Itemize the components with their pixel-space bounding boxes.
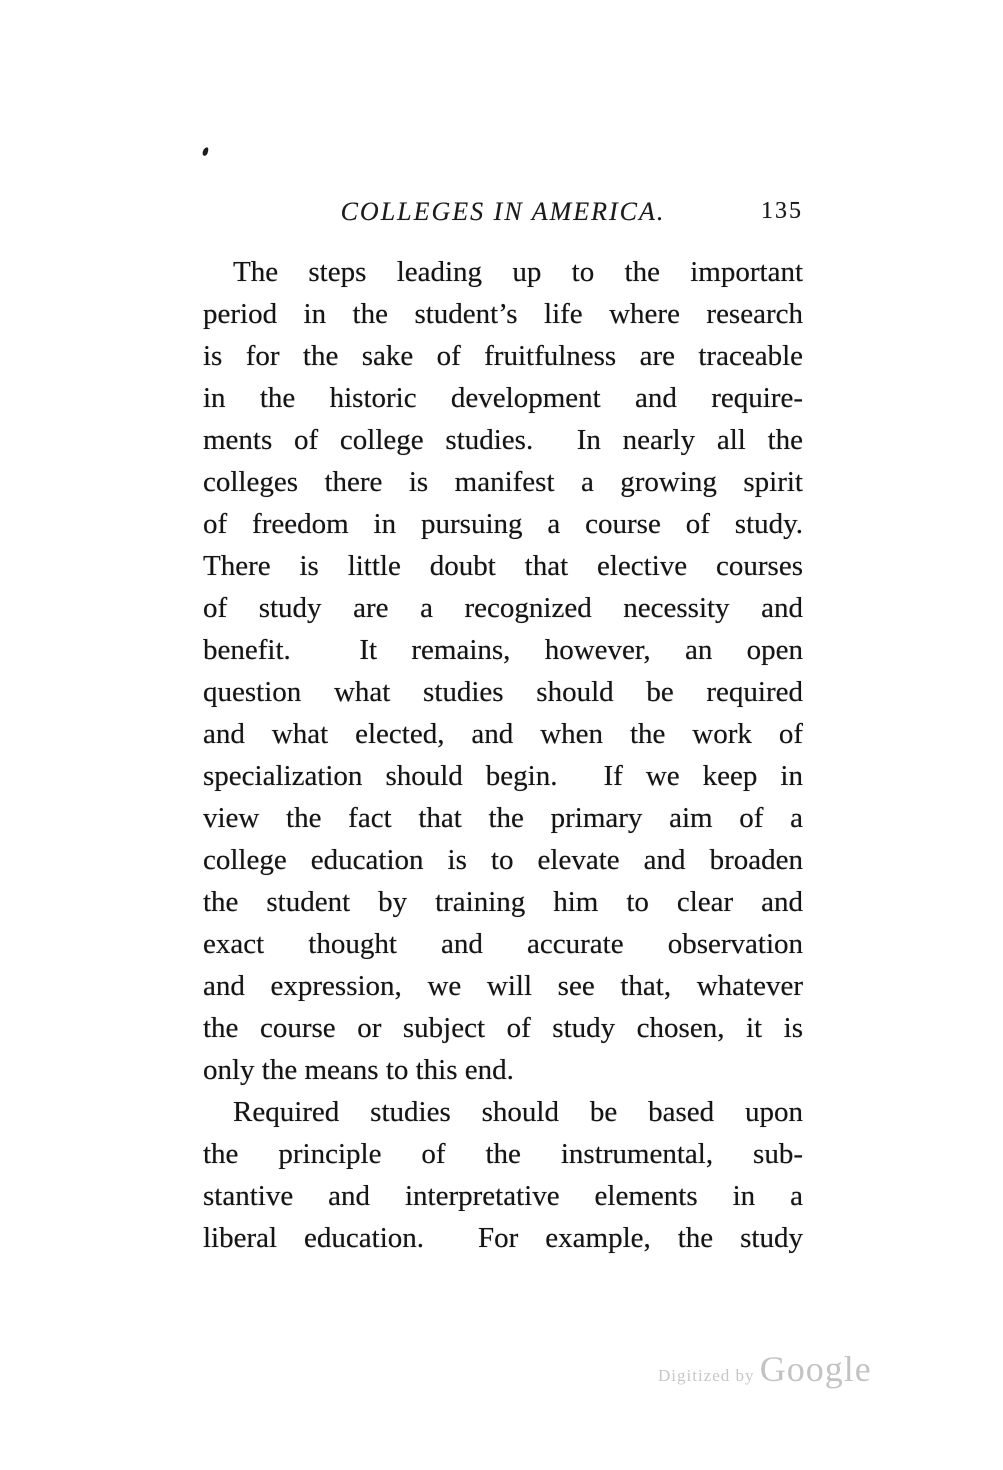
page-text	[203, 251, 803, 1259]
digitized-by-label: Digitized by	[658, 1366, 760, 1385]
text-line: stantive and interpretative elements in a	[203, 1180, 803, 1212]
text-line: exact thought and accurate observation	[203, 928, 803, 960]
ink-speck	[202, 146, 210, 156]
text-line: of freedom in pursuing a course of study.	[203, 508, 803, 540]
text-line: the course or subject of study chosen, it is	[203, 1012, 803, 1044]
running-head	[203, 197, 803, 231]
text-line: benefit. It remains, however, an open	[203, 634, 803, 666]
text-line: ments of college studies. In nearly all the	[203, 424, 803, 456]
text-line: liberal education. For example, the study	[203, 1222, 803, 1254]
text-line: view the fact that the primary aim of a	[203, 802, 803, 834]
text-line: specialization should begin. If we keep in	[203, 760, 803, 792]
text-line: and expression, we will see that, whatever	[203, 970, 803, 1002]
google-logo-text: Google	[759, 1349, 872, 1389]
text-line: only the means to this end.	[203, 1054, 514, 1086]
text-line: and what elected, and when the work of	[203, 718, 803, 750]
text-line: is for the sake of fruitfulness are traceable	[203, 340, 803, 372]
text-line: Required studies should be based upon	[233, 1096, 803, 1128]
text-line: period in the student’s life where research	[203, 298, 803, 330]
text-line: of study are a recognized necessity and	[203, 592, 803, 624]
text-line: The steps leading up to the important	[233, 256, 803, 288]
text-line: the principle of the instrumental, sub-	[203, 1138, 803, 1170]
text-line: There is little doubt that elective courses	[203, 550, 803, 582]
text-line: the student by training him to clear and	[203, 886, 803, 918]
text-line: colleges there is manifest a growing spirit	[203, 466, 803, 498]
page-number: 135	[761, 198, 803, 224]
running-head-title: COLLEGES IN AMERICA.	[340, 197, 666, 226]
text-line: college education is to elevate and broaden	[203, 844, 803, 876]
text-line: question what studies should be required	[203, 676, 803, 708]
google-watermark	[658, 1348, 872, 1390]
text-line: in the historic development and require-	[203, 382, 803, 414]
